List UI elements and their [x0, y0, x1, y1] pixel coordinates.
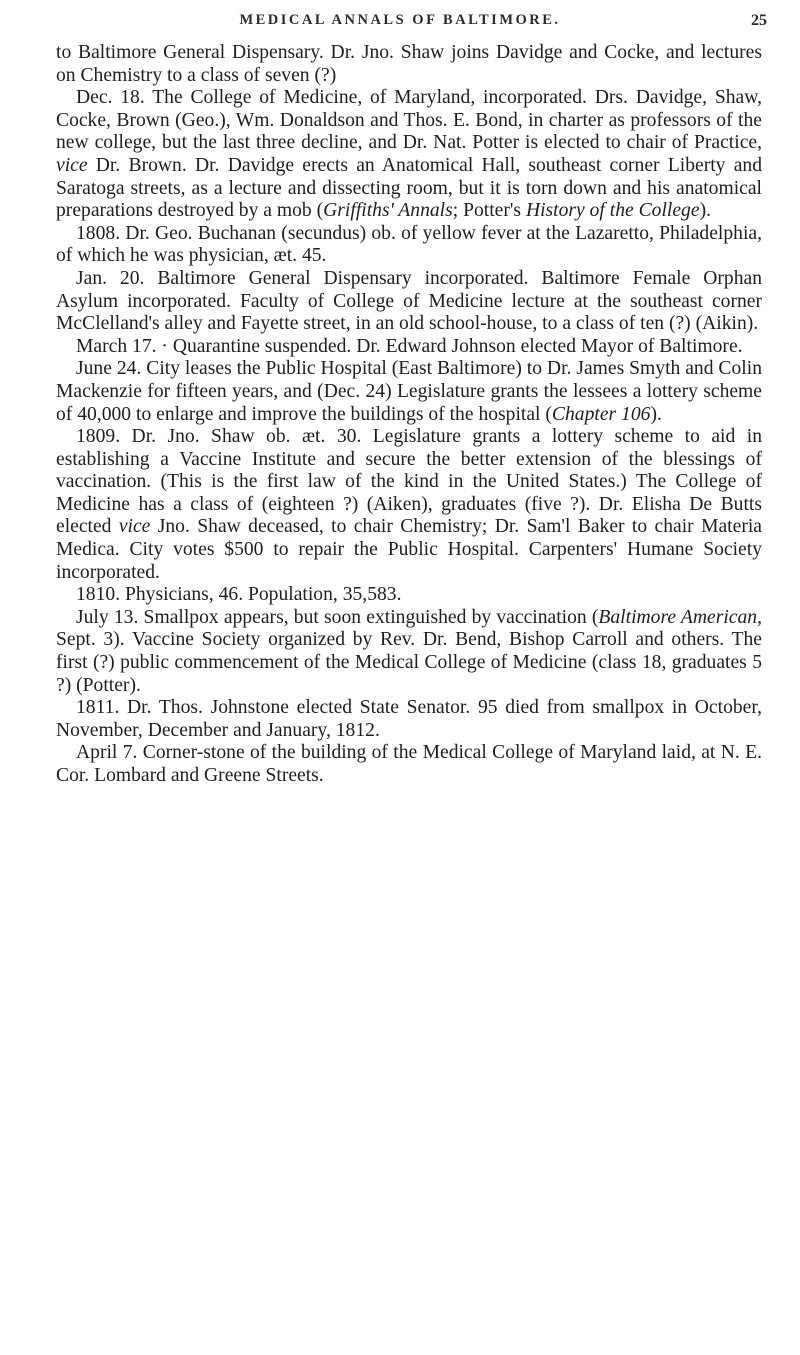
entry-1808: 1808. Dr. Geo. Buchanan (secundus) ob. of yellow fever at the Lazaretto, Philadelphia, of which he was physician, æt. 45.: [56, 222, 762, 267]
entry-march-17: March 17. · Quarantine suspended. Dr. Edward Johnson elected Mayor of Baltimore.: [76, 335, 743, 357]
entry-jan-20: Jan. 20. Baltimore General Dispensary incorporated. Baltimore Female Orphan Asylum incorporated. Faculty of College of Medicine lecture at the southeast corner McClelland's alley and Fayette street, in an old school-house, to a class of ten (?) (Aikin).: [56, 267, 762, 335]
entry-april-7: April 7. Corner-stone of the building of the Medical College of Maryland laid, at N. E. Cor. Lombard and Greene Streets.: [56, 742, 762, 786]
entry-1811: 1811. Dr. Thos. Johnstone elected State Senator. 95 died from smallpox in October, November, December and January, 1812.: [56, 697, 762, 741]
paragraph-continuation: to Baltimore General Dispensary. Dr. Jno. Shaw joins Davidge and Cocke, and lectures on Chemistry to a class of seven (?): [56, 42, 762, 86]
source-citation: Griffiths' Annals: [323, 200, 453, 222]
vice-term: vice: [56, 154, 88, 176]
running-head: MEDICAL ANNALS OF BALTIMORE.: [239, 12, 561, 28]
source-citation: History of the College: [525, 200, 700, 222]
entry-1810: 1810. Physicians, 46. Population, 35,583.: [76, 584, 402, 606]
page-number: 25: [751, 12, 767, 29]
entry-dec-18: Dec. 18. The College of Medicine, of Maryland, incorporated. Drs. Davidge, Shaw, Cocke, Brown (Geo.), Wm. Donaldson and Thos. E. Bond, in charter as professors of the new college, but the last three decline, and Dr. Nat. Potter is elected to chair of Practice, vice Dr. Brown. Dr. Davidge erects an Anatomical Hall, southeast corner Liberty and Saratoga streets, as a lecture and dissecting room, but it is torn down and his anatomical preparations destroyed by a mob (Griffiths' Annals; Potter's History of the College).: [56, 87, 762, 222]
source-citation: Chapter 106: [551, 403, 651, 425]
page-header: [0, 12, 800, 36]
source-citation: Baltimore American: [598, 606, 758, 628]
entry-june-24: June 24. City leases the Public Hospital (East Baltimore) to Dr. James Smyth and Colin Mackenzie for fifteen years, and (Dec. 24) Legislature grants the lessees a lottery scheme of 40,000 to enlarge and improve the buildings of the hospital (Chapter 106).: [56, 358, 762, 425]
body-text: [56, 42, 762, 788]
entry-july-13: July 13. Smallpox appears, but soon extinguished by vaccination (Baltimore American, Sept. 3). Vaccine Society organized by Rev. Dr. Bend, Bishop Carroll and others. The first (?) public commencement of the Medical College of Medicine (class 18, graduates 5 ?) (Potter).: [56, 606, 762, 696]
entry-1809: 1809. Dr. Jno. Shaw ob. æt. 30. Legislature grants a lottery scheme to aid in establishing a Vaccine Institute and secure the better extension of the blessings of vaccination. (This is the first law of the kind in the United States.) The College of Medicine has a class of (eighteen ?) (Aiken), graduates (five ?). Dr. Elisha De Butts elected vice Jno. Shaw deceased, to chair Chemistry; Dr. Sam'l Baker to chair Materia Medica. City votes $500 to repair the Public Hospital. Carpenters' Humane Society incorporated.: [56, 426, 762, 583]
vice-term: vice: [118, 516, 151, 538]
